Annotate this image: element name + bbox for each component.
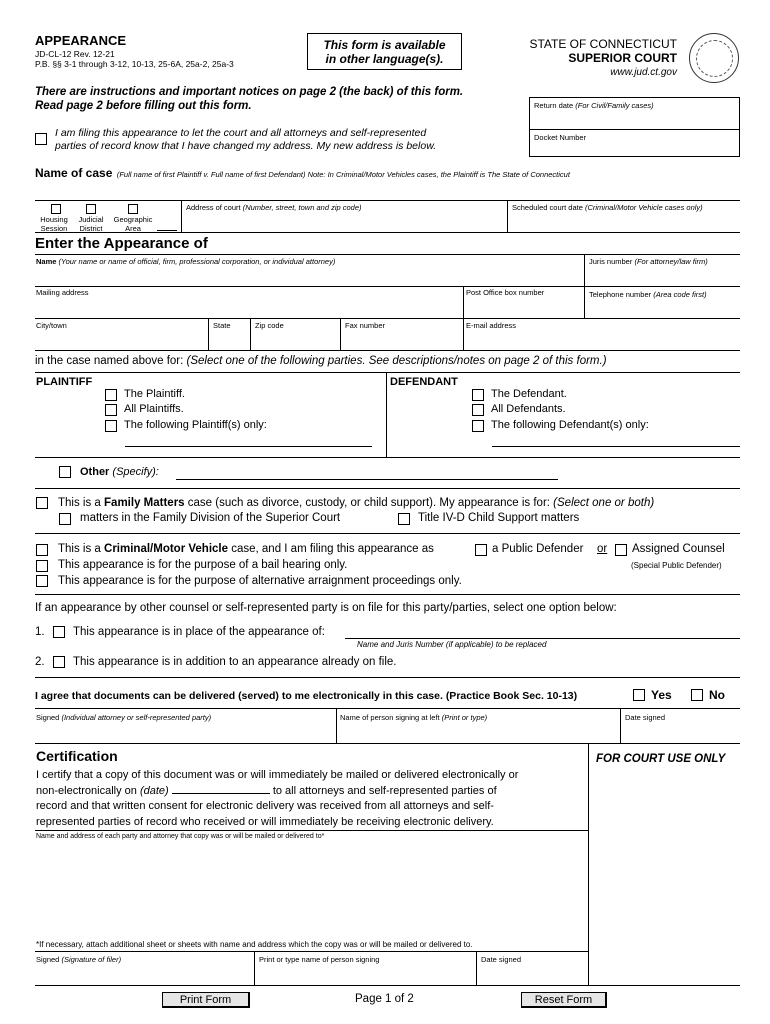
juris-number-field[interactable] [586, 266, 739, 283]
email-field[interactable] [465, 330, 739, 347]
city-label: City/town [36, 321, 67, 330]
in-addition-checkbox[interactable] [53, 656, 65, 668]
assigned-counsel-label: Assigned Counsel [632, 543, 725, 555]
telephone-field[interactable] [586, 300, 739, 316]
cert-print-name-field[interactable] [256, 965, 474, 983]
mailing-address-field[interactable] [36, 298, 461, 315]
court-header [529, 37, 677, 78]
following-plaintiffs-checkbox[interactable] [105, 420, 117, 432]
cert-signature-field[interactable] [36, 965, 252, 983]
electronic-yes-label: Yes [651, 688, 672, 702]
form-title: APPEARANCE [35, 33, 127, 48]
in-addition-label: This appearance is in addition to an appearance already on file. [73, 656, 397, 668]
signature-field[interactable] [36, 723, 334, 741]
bail-hearing-label: This appearance is for the purpose of a bail hearing only. [58, 559, 348, 571]
family-division-label: matters in the Family Division of the Superior Court [80, 512, 341, 524]
appearance-name-label: Name (Your name or name of official, firm, professional corporation, or individual attorney) [36, 257, 336, 266]
all-plaintiffs-checkbox[interactable] [105, 404, 117, 416]
fax-field[interactable] [342, 330, 461, 347]
the-defendant-label: The Defendant. [491, 388, 567, 400]
all-plaintiffs-label: All Plaintiffs. [124, 403, 184, 415]
scheduled-date-label: Scheduled court date (Criminal/Motor Vehicle cases only) [512, 203, 703, 212]
family-division-checkbox[interactable] [59, 513, 71, 525]
in-place-of-checkbox[interactable] [53, 626, 65, 638]
court-address-field[interactable] [183, 212, 505, 230]
instructions-line-2: Read page 2 before filling out this form. [35, 100, 252, 112]
po-box-field[interactable] [465, 298, 583, 315]
appearance-name-field[interactable] [36, 266, 582, 283]
electronic-no-label: No [709, 688, 725, 702]
all-defendants-label: All Defendants. [491, 403, 566, 415]
judicial-district-label: Judicial District [78, 215, 104, 233]
juris-number-label: Juris number (For attorney/law firm) [589, 257, 708, 266]
geographic-area-label: Geographic Area [113, 215, 153, 233]
replaced-name-field[interactable] [345, 626, 740, 639]
date-signed-label: Date signed [625, 713, 666, 722]
certification-footnote: *If necessary, attach additional sheet or sheets with name and address which the copy was or will be mailed or delivered to. [36, 940, 473, 949]
criminal-text: This is a Criminal/Motor Vehicle case, and I am filing this appearance as [58, 543, 434, 555]
family-matters-checkbox[interactable] [36, 497, 48, 509]
public-defender-checkbox[interactable] [475, 544, 487, 556]
assigned-counsel-checkbox[interactable] [615, 544, 627, 556]
zip-label: Zip code [255, 321, 284, 330]
other-label: Other (Specify): [80, 466, 159, 478]
appearance-heading: Enter the Appearance of [35, 235, 208, 252]
judicial-district-checkbox[interactable] [86, 204, 96, 214]
following-defendants-checkbox[interactable] [472, 420, 484, 432]
geographic-area-checkbox[interactable] [128, 204, 138, 214]
option-1-number: 1. [35, 626, 45, 638]
signer-name-field[interactable] [338, 723, 618, 741]
po-box-label: Post Office box number [466, 288, 545, 297]
address-change-checkbox[interactable] [35, 133, 47, 145]
cert-signed-label: Signed (Signature of filer) [36, 955, 122, 964]
following-defendants-label: The following Defendant(s) only: [491, 419, 649, 431]
zip-field[interactable] [252, 330, 338, 347]
case-for-text: in the case named above for: (Select one of the following parties. See descriptions/notes on page 2 of this form.) [35, 355, 607, 367]
in-place-of-label: This appearance is in place of the appearance of: [73, 626, 325, 638]
defendant-heading: DEFENDANT [390, 376, 458, 388]
reset-form-button[interactable]: Reset Form [521, 992, 607, 1008]
state-name: STATE OF CONNECTICUT [529, 37, 677, 51]
scheduled-date-field[interactable] [509, 212, 739, 230]
court-address-label: Address of court (Number, street, town and zip code) [186, 203, 362, 212]
all-defendants-checkbox[interactable] [472, 404, 484, 416]
plaintiffs-names-field[interactable] [125, 433, 372, 447]
address-change-text: I am filing this appearance to let the court and all attorneys and self-represented parties of record know that I have changed my address. My new address is below. [55, 127, 437, 152]
language-line-1: This form is available [323, 38, 446, 52]
other-specify-field[interactable] [176, 466, 558, 480]
language-box [307, 33, 462, 70]
family-matters-text: This is a Family Matters case (such as divorce, custody, or child support). My appearance is for: (Select one or both) [58, 497, 655, 509]
state-label: State [213, 321, 231, 330]
the-plaintiff-checkbox[interactable] [105, 389, 117, 401]
name-address-label: Name and address of each party and attorney that copy was or will be mailed or delivered to* [36, 833, 325, 840]
signed-label: Signed (Individual attorney or self-represented party) [36, 713, 212, 722]
signer-name-label: Name of person signing at left (Print or type) [340, 713, 488, 722]
return-date-field[interactable] [530, 111, 738, 128]
electronic-delivery-text: I agree that documents can be delivered (served) to me electronically in this case. (Practice Book Sec. 10-13) [35, 690, 578, 702]
state-seal-icon [689, 33, 739, 83]
return-date-label: Return date (For Civil/Family cases) [534, 101, 654, 110]
docket-number-field[interactable] [530, 143, 738, 156]
recipients-field[interactable] [36, 842, 586, 937]
electronic-yes-checkbox[interactable] [633, 689, 645, 701]
arraignment-label: This appearance is for the purpose of alternative arraignment proceedings only. [58, 575, 462, 587]
title-ivd-label: Title IV-D Child Support matters [418, 512, 580, 524]
city-field[interactable] [36, 330, 206, 347]
cert-print-name-label: Print or type name of person signing [259, 955, 380, 964]
certification-date-field[interactable] [172, 784, 270, 794]
or-label: or [597, 543, 608, 555]
form-id: JD-CL-12 Rev. 12-21 [35, 49, 115, 59]
other-counsel-intro: If an appearance by other counsel or self-represented party is on file for this party/parties, select one option below: [35, 602, 617, 614]
housing-session-checkbox[interactable] [51, 204, 61, 214]
language-line-2: in other language(s). [325, 52, 444, 66]
title-ivd-checkbox[interactable] [398, 513, 410, 525]
email-label: E-mail address [466, 321, 517, 330]
page-number: Page 1 of 2 [355, 993, 414, 1005]
cert-date-field[interactable] [478, 965, 586, 983]
date-signed-field[interactable] [622, 723, 739, 741]
practice-book-ref: P.B. §§ 3-1 through 3-12, 10-13, 25-6A, 25a-2, 25a-3 [35, 59, 234, 69]
criminal-checkbox[interactable] [36, 544, 48, 556]
housing-session-label: Housing Session [40, 215, 68, 233]
the-defendant-checkbox[interactable] [472, 389, 484, 401]
bail-hearing-checkbox[interactable] [36, 560, 48, 572]
plaintiff-heading: PLAINTIFF [36, 376, 93, 388]
instructions-line-1: There are instructions and important notices on page 2 (the back) of this form. [35, 86, 464, 98]
option-2-number: 2. [35, 656, 45, 668]
the-plaintiff-label: The Plaintiff. [124, 388, 185, 400]
public-defender-label: a Public Defender [492, 543, 584, 555]
cert-date-label: Date signed [481, 955, 522, 964]
arraignment-checkbox[interactable] [36, 575, 48, 587]
replaced-note: Name and Juris Number (if applicable) to be replaced [357, 640, 547, 649]
docket-number-label: Docket Number [534, 133, 587, 142]
print-form-button[interactable]: Print Form [162, 992, 250, 1008]
other-checkbox[interactable] [59, 466, 71, 478]
name-of-case-field[interactable] [35, 180, 740, 198]
state-field[interactable] [210, 330, 248, 347]
court-website: www.jud.ct.gov [610, 67, 677, 78]
mailing-address-label: Mailing address [36, 288, 89, 297]
following-plaintiffs-label: The following Plaintiff(s) only: [124, 419, 267, 431]
certification-text: I certify that a copy of this document was or will immediately be mailed or delivered electronically or non-electronically on (date) to all attorneys and self-represented parties of record and that written consent for electronic delivery was received from all attorneys and self- represented parties of record who received or will immediately be receiving electronic delivery. [36, 769, 519, 828]
fax-label: Fax number [345, 321, 386, 330]
telephone-label: Telephone number (Area code first) [589, 290, 707, 299]
certification-heading: Certification [36, 748, 118, 764]
electronic-no-checkbox[interactable] [691, 689, 703, 701]
name-of-case-label: Name of case (Full name of first Plaintiff v. Full name of first Defendant) Note: In Criminal/Motor Vehicles cases, the Plaintiff is The State of Connecticut [35, 166, 570, 180]
special-pd-label: (Special Public Defender) [631, 561, 722, 570]
court-name: SUPERIOR COURT [568, 51, 677, 65]
court-use-only-label: FOR COURT USE ONLY [596, 753, 726, 765]
defendants-names-field[interactable] [492, 433, 740, 447]
